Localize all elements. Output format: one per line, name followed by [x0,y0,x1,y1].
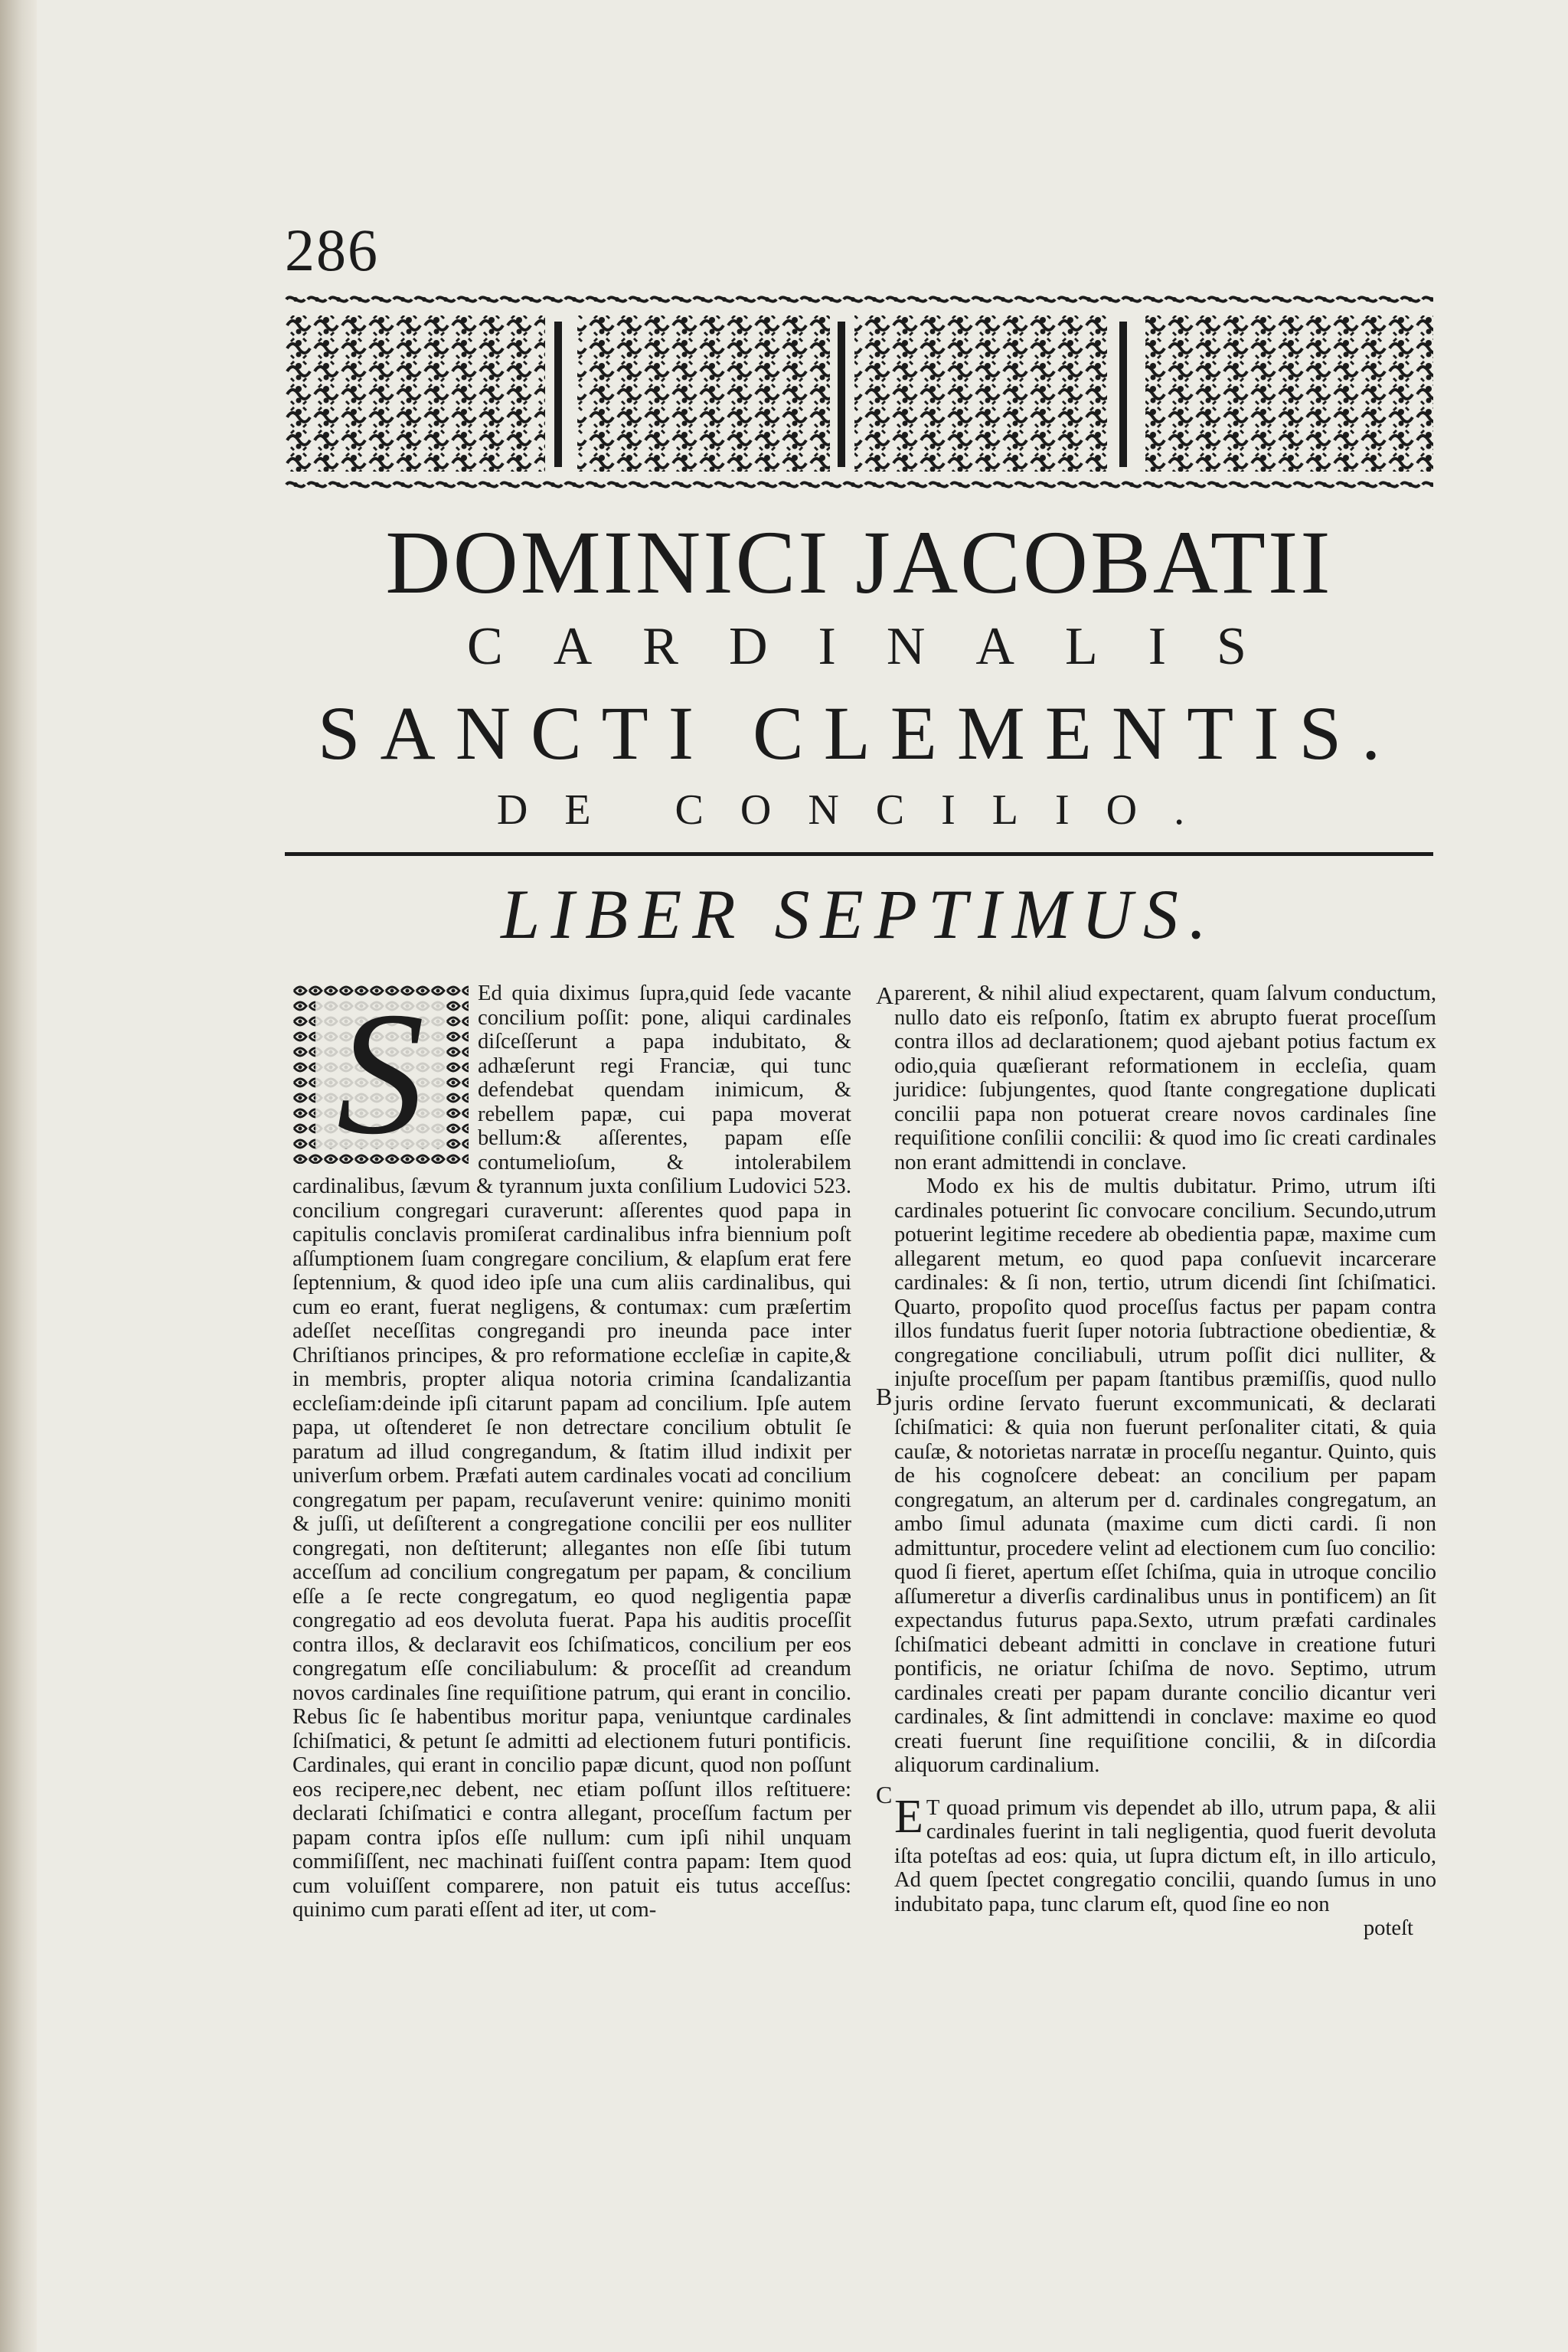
title-de-concilio: DE CONCILIO. [496,786,1222,834]
book-title: LIBER SEPTIMUS. [501,875,1217,953]
right-paragraph-3 [894,1790,1436,1917]
right-paragraph-3-text: T quoad primum vis dependet ab illo, utrum papa, & alii cardinales fuerint in tali negligentia, quod fuerit devoluta iſta poteſtas ad eos: quia, ut ſupra dictum eſt, in illo articulo, Ad quem ſpectet congregatio concilii, quando ſumus in uno indubitato papa, tunc clarum eſt, quod ſine eo non [894,1795,1436,1916]
page-edge [0,0,37,2352]
right-paragraph-2: Modo ex his de multis dubitatur. Primo, utrum iſti cardinales potuerint ſic convocare concilium. Secundo,utrum potuerint legitime recedere ab obedientia papæ, maxime cum allegarent metum, eo quod papa conſuevit incarcerare cardinales: & ſi non, tertio, utrum dicendi ſint ſchiſmatici. Quarto, propoſito quod proceſſus factus per papam contra illos fundatus fuerit ſuper notoria ſubtractione obedientiæ, & congregatione conciliabuli, utrum poſſit dici nulliter, & injuſte proceſſum per papam ſtantibus præmiſſis, quod nullo juris ordine ſervato fuerunt excommunicati, & declarati ſchiſmatici: & quia non fuerunt perſonaliter citati, & quia cauſæ, & notorietas narratæ in proceſſu negantur. Quinto, quis de his cognoſcere debeat: an concilium per papam congregatum, an alterum per d. cardinales congregatum, an ambo ſimul adunata (maxime cum dicti cardi. ſi non admittuntur, procedere velint ad electionem cum ſuo concilio: quod ſi fieret, apertum eſſet ſchiſma, quia in utroque concilio aſſumeretur a diverſis cardinalibus unus in pontificem) an ſit expectandus futurus papa.Sexto, utrum præfati cardinales ſchiſmatici debeant admitti in conclave in creatione futuri pontificis, ne oriatur ſchiſma de novo. Septimo, utrum cardinales creati per papam durante concilio dicantur veri cardinales, & ſint admittendi in conclave: maxime eo quod creati fuerunt ſine requiſitione concilii, & in diſcordia aliquorum cardinalium. [894,1174,1436,1777]
decorated-initial [292,975,469,1171]
catchword: poteſt [1363,1916,1413,1940]
title-cardinalis: CARDINALIS [467,617,1297,676]
title-author: DOMINICI JACOBATII [385,512,1333,612]
margin-marker-b: B [876,1383,893,1410]
left-column-text: Ed quia diximus ſupra,quid ſede vacante concilium poſſit: pone, aliqui cardinales diſceſſerunt a papa indubitato, & adhæſerunt regi Franciæ, qui tunc defendebat quendam inimicum, & rebellem papæ, cui papa moverat bellum:& aſſerentes, papam eſſe contumelioſum, & intolerabilem cardinalibus, ſævum & tyrannum juxta conſilium Ludovici 523. concilium congregari curaverunt: aſſerentes quod papa in capitulis conclavis promiſerat cardinalibus infra biennium poſt aſſumptionem ſuam congregare concilium, & elapſum erat fere ſeptennium, & quod ideo ipſe una cum aliis cardinalibus, qui cum eo erant, fuerat negligens, & contumax: cum præſertim adeſſet neceſſitas congregandi pro ineunda pace inter Chriſtianos principes, & pro reformatione eccleſiæ in capite,& in membris, propter aliqua notoria crimina ſcandalizantia eccleſiam:deinde ipſi citarunt papam ad concilium. Ipſe autem papa, ut oſtenderet ſe non detrectare concilium obtulit ſe paratum ad illud congregandum, & ſtatim illud indixit per univerſum orbem. Præfati autem cardinales vocati ad concilium congregatum per papam, recuſaverunt venire: quinimo moniti & juſſi, ut deſiſterent a congregatione concilii per eos nulliter congregati, non deſtiterunt; allegantes non eſſe ſibi tutum acceſſum ad concilium congregatum per papam, & concilium eſſe a ſe recte congregatum, eo quod negligentia papæ congregatio ad eos devoluta fuerat. Papa his auditis proceſſit contra illos, & declaravit eos ſchiſmaticos, concilium per eos congregatum eſſe conciliabulum: & proceſſit ad creandum novos cardinales ſine requiſitione patrum, qui erant in concilio. Rebus ſic ſe habentibus moritur papa, veniuntque cardinales ſchiſmatici, & petunt ſe admitti ad electionem futuri pontificis. Cardinales, qui erant in concilio papæ dicunt, quod non poſſunt eos recipere,nec debent, nec etiam poſſunt illos reſtituere: declarati ſchiſmatici e contra allegant, proceſſum factum per papam contra ipſos eſſe nullum: cum ipſi nihil unquam commiſiſſent, nec machinati fuiſſent contra papam: Item quod cum voluiſſent comparere, non patuit eis tutus acceſſus: quinimo cum parati eſſent ad iter, ut com- [292,982,851,1922]
horizontal-rule [285,852,1433,856]
decorative-headpiece [285,291,1433,496]
left-column [292,975,851,1922]
margin-marker-a: A [876,982,894,1009]
paragraph-initial: E [894,1790,923,1843]
initial-letter: S [336,975,425,1171]
right-paragraph-1: parerent, & nihil aliud expectarent, quam ſalvum conductum, nullo dato eis reſponſo, ſtatim ex abrupto fuerat proceſſum contra illos ad declarationem; quod ajebant potius factum ex odio,quia quæſierant reformationem in eccleſia, quam juridice: ſubjungentes, quod ſtante congregatione duplicati concilii papa non potuerat creare novos cardinales ſine requiſitione conſilii concilii: & quod imo ſic creati cardinales non erant admittendi in conclave. [894,982,1436,1174]
page-number: 286 [285,217,379,283]
margin-marker-c: C [876,1781,893,1808]
right-column [894,982,1436,1941]
title-sancti-clementis: SANCTI CLEMENTIS. [317,691,1401,776]
